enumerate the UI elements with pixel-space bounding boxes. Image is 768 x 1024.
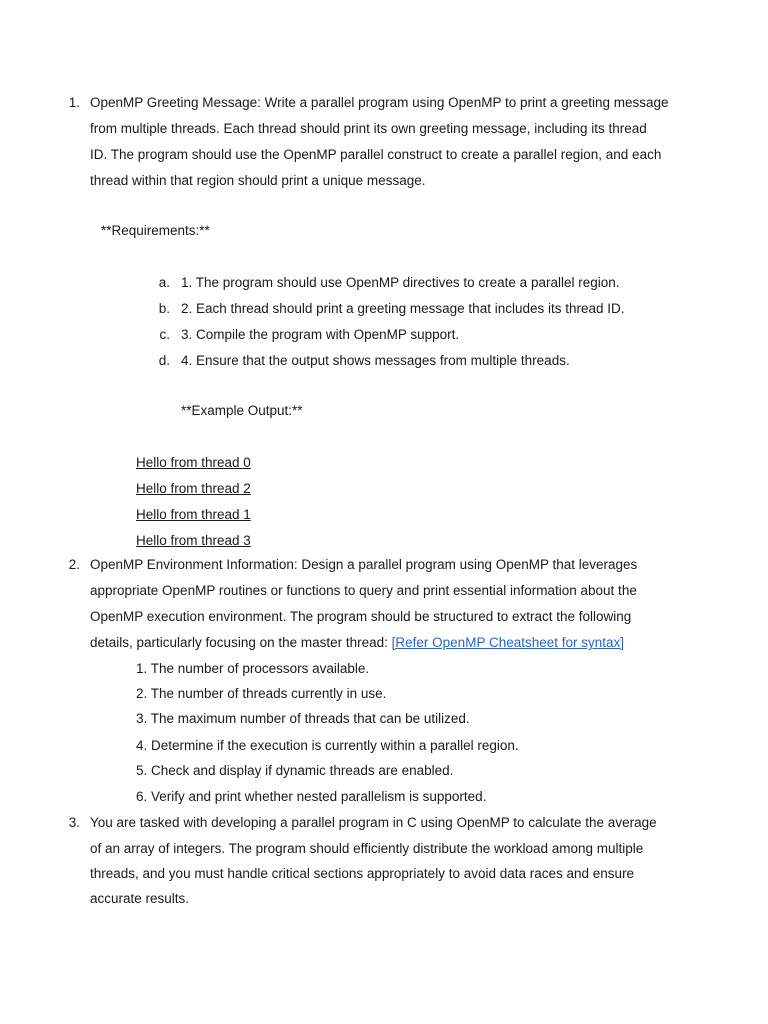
example-output-line: Hello from thread 2 [136,481,251,496]
list-subitem: 5. Check and display if dynamic threads are enabled. [136,763,454,778]
requirement-item: 1. The program should use OpenMP directives to create a parallel region. [181,275,620,290]
paragraph-line: OpenMP Greeting Message: Write a parallel program using OpenMP to print a greeting message [90,95,669,110]
paragraph-line: ID. The program should use the OpenMP parallel construct to create a parallel region, and each [90,147,662,162]
paragraph-line: threads, and you must handle critical sections appropriately to avoid data races and ensure [90,866,635,881]
sublist-letter: d. [158,353,170,368]
paragraph-line: from multiple threads. Each thread should print its own greeting message, including its thread [90,121,647,136]
paragraph-line: OpenMP Environment Information: Design a parallel program using OpenMP that leverages [90,557,638,572]
example-output-line: Hello from thread 3 [136,533,251,548]
list-subitem: 1. The number of processors available. [136,661,370,676]
paragraph-line: OpenMP execution environment. The program should be structured to extract the following [90,609,632,624]
requirements-heading: **Requirements:** [101,223,210,238]
list-number: 1. [68,95,80,110]
paragraph-text: details, particularly focusing on the master thread: [90,635,392,650]
cheatsheet-link[interactable]: [Refer OpenMP Cheatsheet for syntax] [391,635,625,650]
list-subitem: 2. The number of threads currently in use. [136,686,387,701]
paragraph-line: appropriate OpenMP routines or functions to query and print essential information about the [90,583,637,598]
requirement-item: 2. Each thread should print a greeting message that includes its thread ID. [181,301,625,316]
list-subitem: 4. Determine if the execution is currently within a parallel region. [136,738,519,753]
sublist-letter: b. [158,301,170,316]
paragraph-line: of an array of integers. The program should efficiently distribute the workload among multiple [90,841,644,856]
example-output-line: Hello from thread 0 [136,455,251,470]
example-output-line: Hello from thread 1 [136,507,251,522]
requirement-item: 4. Ensure that the output shows messages from multiple threads. [181,353,570,368]
list-number: 2. [68,557,80,572]
requirement-item: 3. Compile the program with OpenMP support. [181,327,460,342]
paragraph-line [90,634,624,652]
list-subitem: 3. The maximum number of threads that can be utilized. [136,711,470,726]
list-number: 3. [68,815,80,830]
paragraph-line: accurate results. [90,891,190,906]
example-output-heading: **Example Output:** [181,403,303,418]
sublist-letter: a. [158,275,170,290]
paragraph-line: thread within that region should print a unique message. [90,173,426,188]
sublist-letter: c. [159,327,170,342]
list-subitem: 6. Verify and print whether nested parallelism is supported. [136,789,487,804]
paragraph-line: You are tasked with developing a parallel program in C using OpenMP to calculate the average [90,815,657,830]
